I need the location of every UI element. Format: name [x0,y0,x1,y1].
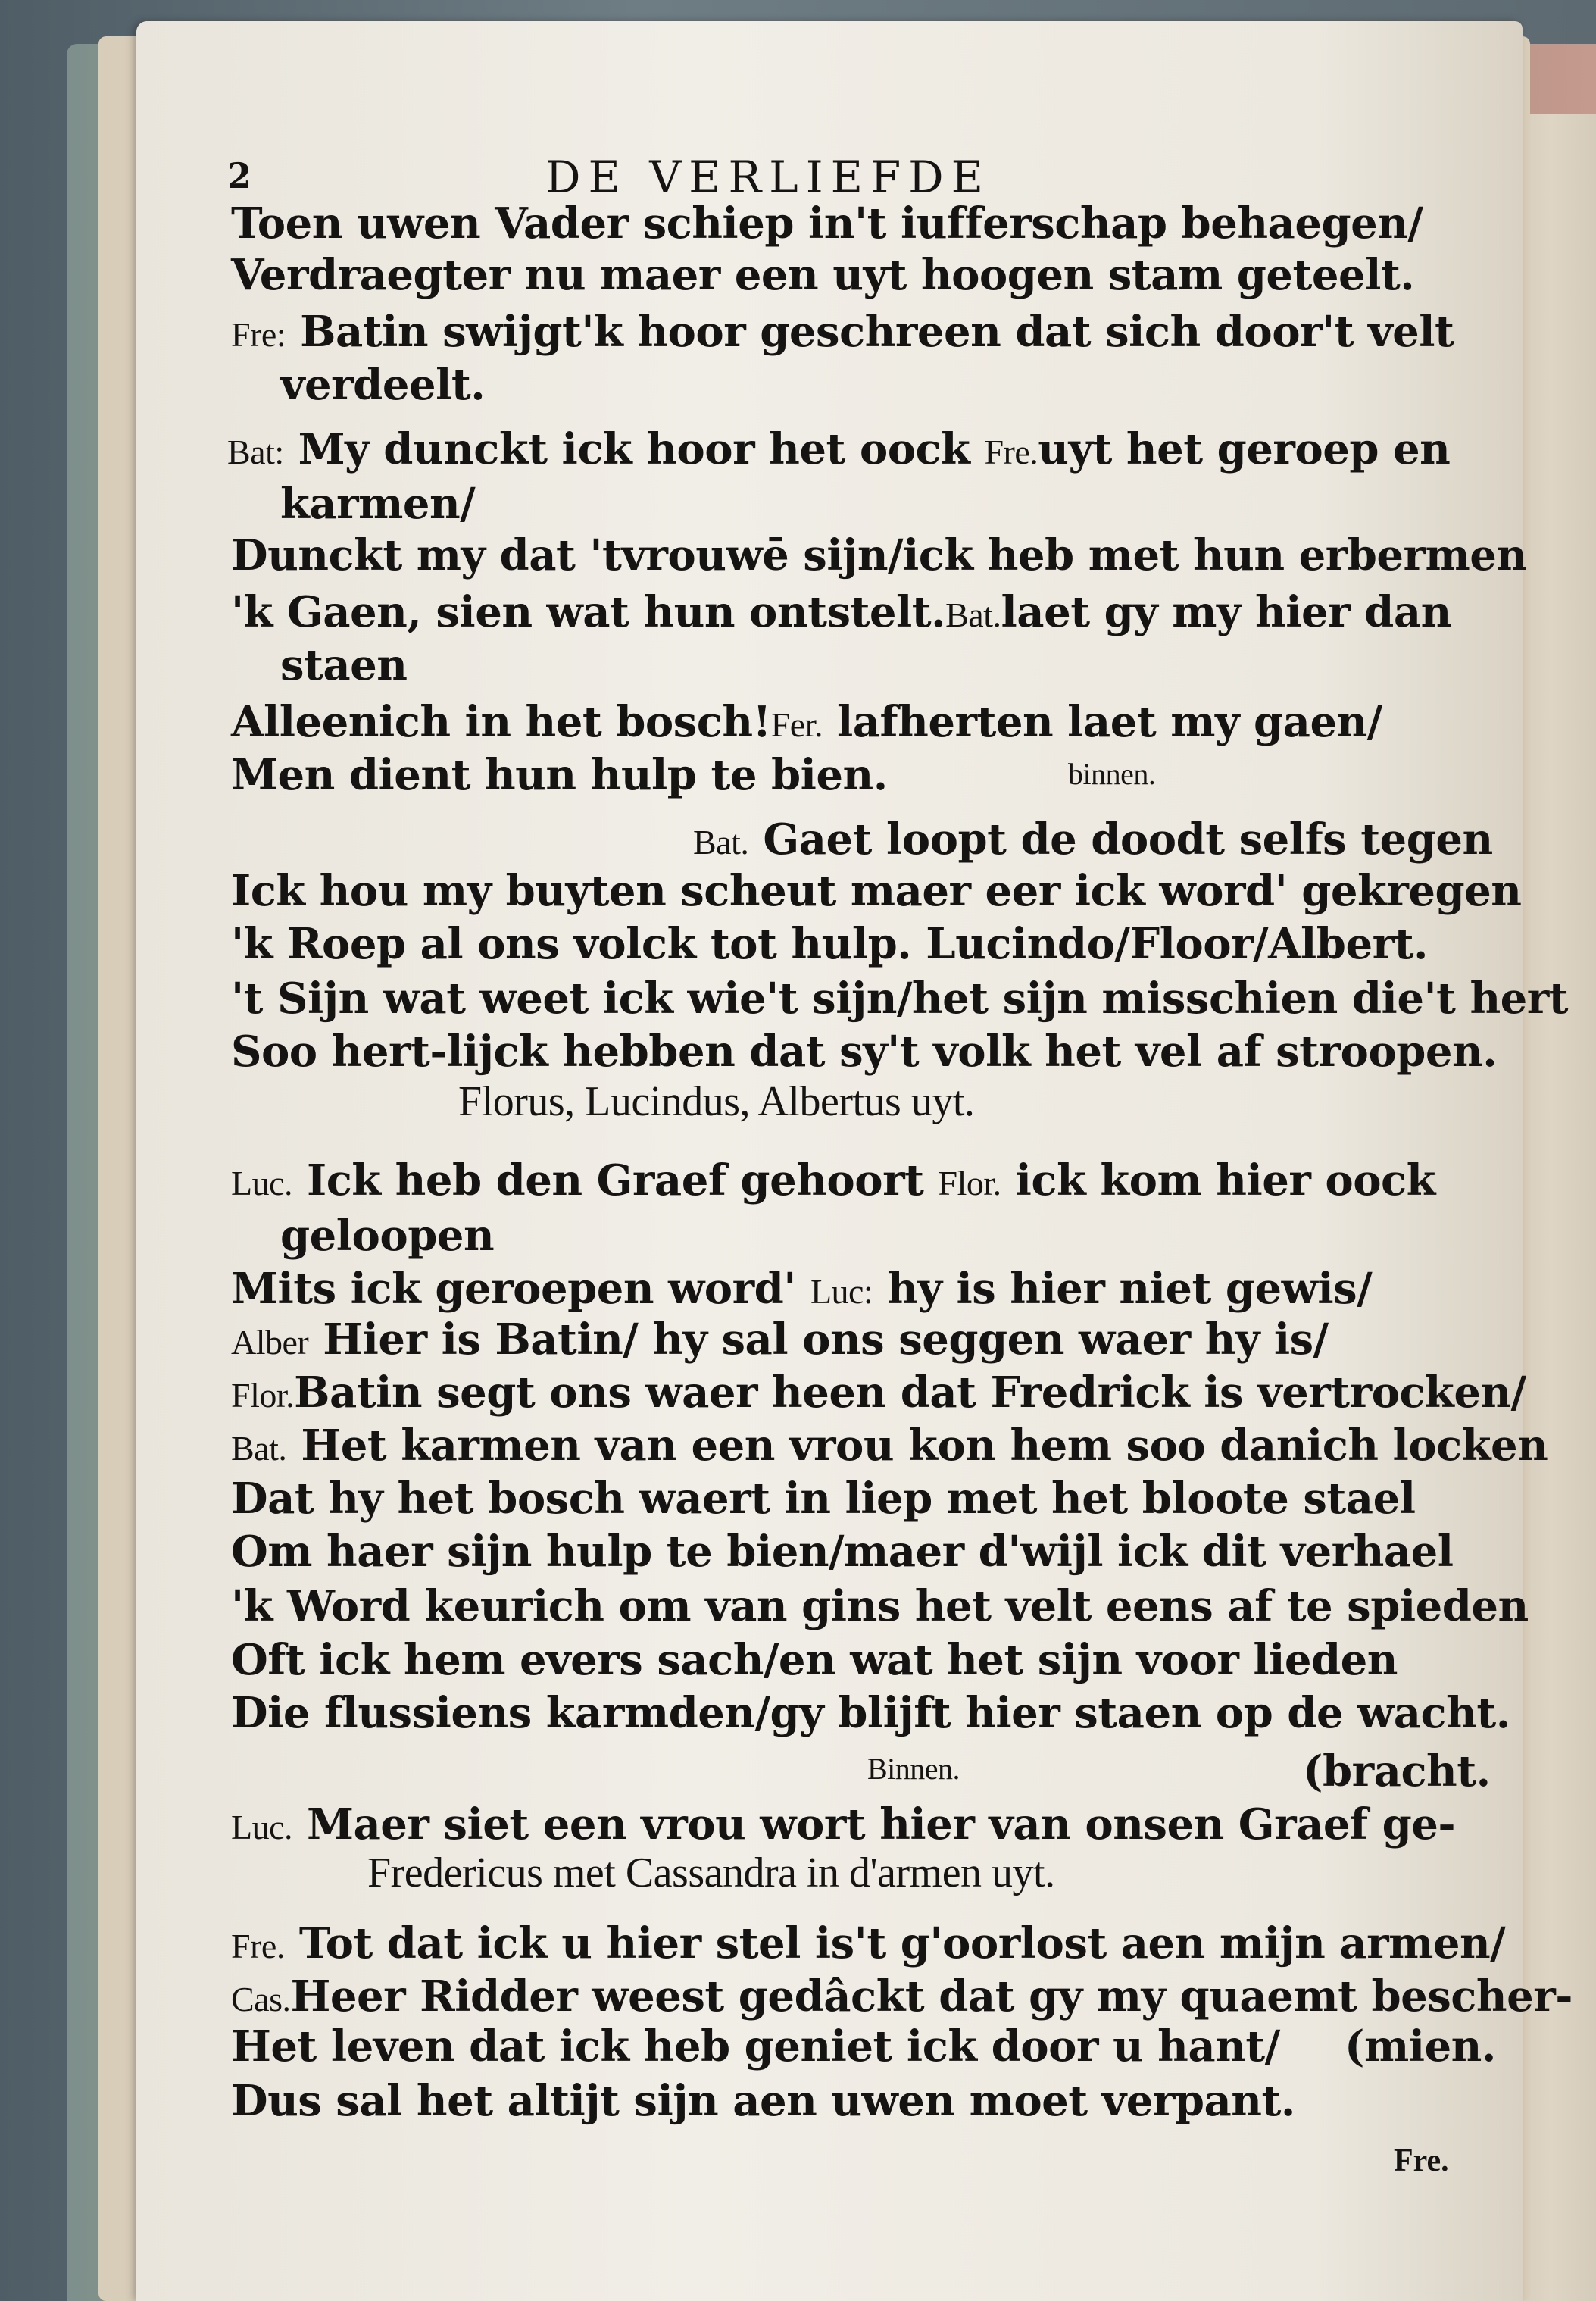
speaker-label: Cas. [231,1980,291,2018]
text-line: Het leven dat ick heb geniet ick door u hant/ (mien. [231,2021,1496,2071]
text-line: Fre. Tot dat ick u hier stel is't g'oorlost aen mijn armen/ [231,1918,1506,1968]
text-line: karmen/ [280,479,476,529]
text-line: 'k Gaen, sien wat hun ontstelt.Bat.laet gy my hier dan [231,587,1451,637]
turnover: (bracht. [1303,1746,1491,1796]
text-line: Dat hy het bosch waert in liep met het bloote stael [231,1474,1416,1524]
text-line: Die flussiens karmden/gy blijft hier staen op de wacht. [231,1688,1510,1738]
text-line: Mits ick geroepen word' Luc: hy is hier niet gewis/ [231,1264,1373,1314]
text-line: Om haer sijn hulp te bien/maer d'wijl ick dit verhael [231,1527,1454,1577]
running-head: DE VERLIEFDE [545,152,992,203]
text-line: verdeelt. [280,360,486,410]
speaker-label: Fre: [231,315,286,354]
speaker-label: Bat. [231,1429,287,1468]
speaker-label: Luc. [231,1164,293,1202]
speaker-label: Fer. [770,705,823,744]
text-line: Men dient hun hulp te bien. binnen. [231,750,1156,800]
text-line: Luc. Ick heb den Graef gehoort Flor. ick kom hier oock [231,1155,1435,1205]
text-line: Bat. Gaet loopt de doodt selfs tegen [693,814,1493,864]
text-line: 't Sijn wat weet ick wie't sijn/het sijn misschien die't hert [231,974,1569,1024]
text-line: Soo hert-lijck hebben dat sy't volk het vel af stroopen. [231,1027,1498,1077]
text-line: Verdraegter nu maer een uyt hoogen stam geteelt. [231,250,1415,300]
text-line: Fre: Batin swijgt'k hoor geschreen dat sich door't velt [231,307,1454,357]
text-line: staen [280,640,408,690]
text-line: Alleenich in het bosch!Fer. lafherten laet my gaen/ [231,697,1382,747]
speaker-label: Bat: [227,433,284,471]
speaker-label: Bat. [945,596,1001,634]
text-line: Flor.Batin segt ons waer heen dat Fredrick is vertrocken/ [231,1368,1526,1418]
text-line: Dus sal het altijt sijn aen uwen moet verpant. [231,2076,1295,2126]
speaker-label: Flor. [231,1376,295,1415]
speaker-label: Luc. [231,1808,293,1846]
text-line: Bat. Het karmen van een vrou kon hem soo danich locken [231,1421,1548,1471]
speaker-label: Fre. [984,433,1038,471]
turnover: (mien. [1345,2021,1496,2071]
text-line: geloopen [280,1211,495,1261]
text-line: Bat: My dunckt ick hoor het oock Fre.uyt het geroep en [227,424,1451,474]
speaker-label: Fre. [231,1927,285,1965]
stage-direction: Binnen. [867,1752,960,1786]
speaker-label: Flor. [938,1164,1001,1202]
text-line: 'k Roep al ons volck tot hulp. Lucindo/Floor/Albert. [231,919,1428,969]
text-line: 'k Word keurich om van gins het velt eens af te spieden [231,1581,1529,1631]
stage-direction: Florus, Lucindus, Albertus uyt. [458,1078,975,1125]
text-line: Ick hou my buyten scheut maer eer ick word' gekregen [231,866,1522,916]
page-number: 2 [227,155,252,196]
stage-direction: binnen. [1068,757,1156,791]
speaker-label: Alber [231,1323,309,1362]
speaker-label: Bat. [693,823,749,861]
text-line: Cas.Heer Ridder weest gedâckt dat gy my quaemt bescher- [231,1971,1573,2021]
text-line: Toen uwen Vader schiep in't iufferschap behaegen/ [231,199,1423,249]
stage-direction: Fredericus met Cassandra in d'armen uyt. [367,1849,1055,1896]
text-line: Alber Hier is Batin/ hy sal ons seggen waer hy is/ [231,1315,1329,1365]
text-line: Luc. Maer siet een vrou wort hier van onsen Graef ge- [231,1799,1456,1849]
text-line: Oft ick hem evers sach/en wat het sijn voor lieden [231,1635,1398,1685]
speaker-label: Luc: [810,1272,873,1311]
text-line: Dunckt my dat 'tvrouwē sijn/ick heb met hun erbermen [231,530,1527,580]
catchword: Fre. [1394,2143,1449,2178]
